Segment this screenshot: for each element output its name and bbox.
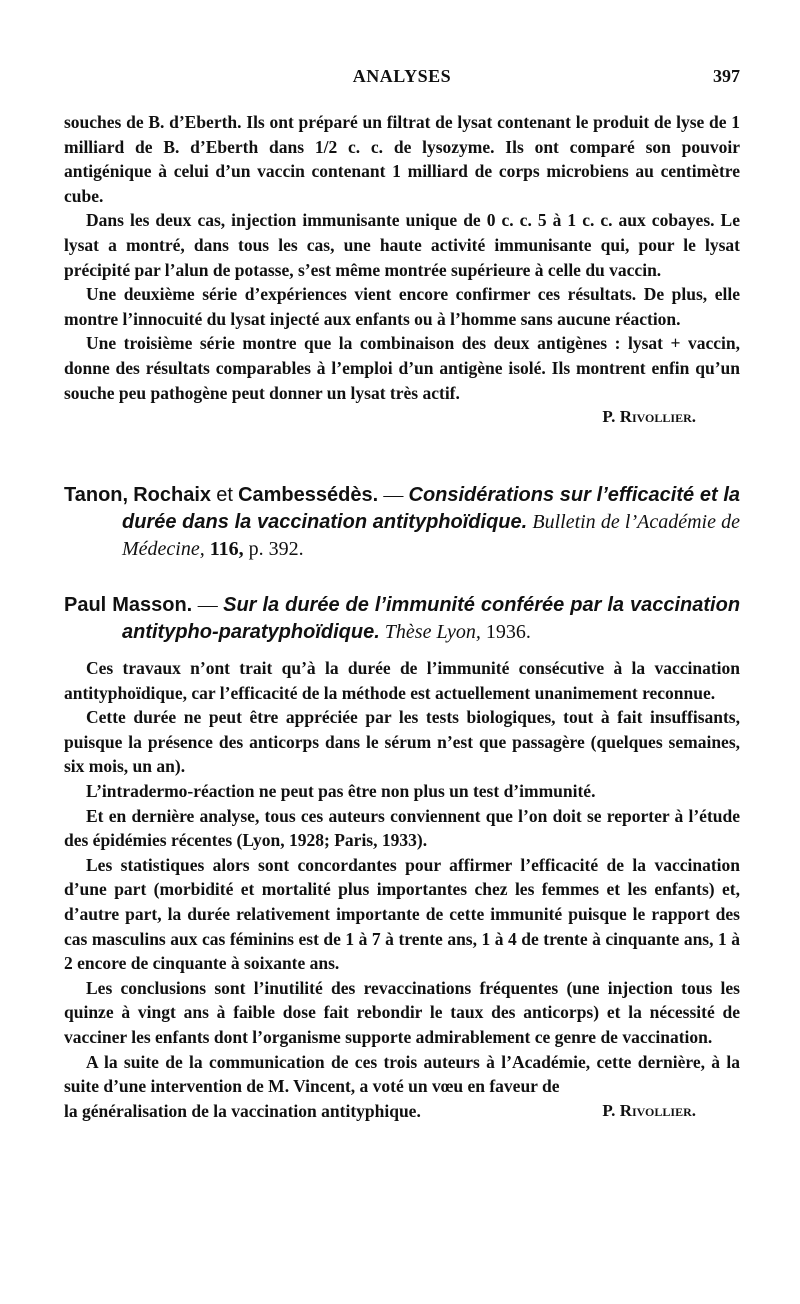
final-line-text: la généralisation de la vaccination antityphique. <box>64 1100 421 1121</box>
signature-initial: P. <box>602 407 616 427</box>
reference-dash: — <box>383 484 404 506</box>
running-title: ANALYSES <box>352 66 452 86</box>
reference-author: Rochaix <box>133 484 212 506</box>
paragraph: Les statistiques alors sont concordantes pour affirmer l’efficacité de la vaccination d’une part (morbidité et mortalité plus importantes chez les femmes et les enfants) et, d’autre part, la durée relativement importante de cette immunité puisque le rapport des cas masculins aux cas féminins est de 1 à 7 à trente ans, 1 à 4 de trente à cinquante ans, 1 à 2 encore de cinquante à soixante ans. <box>64 854 740 974</box>
signature <box>64 405 740 429</box>
reference-dash: — <box>197 594 218 616</box>
reference-conjunction: et <box>216 484 233 506</box>
second-article <box>64 656 740 1123</box>
paragraph: Une troisième série montre que la combinaison des deux antigènes : lysat + vaccin, donne des résultats comparables à l’emploi d’un antigène isolé. Ils montrent enfin qu’un souche peu pathogène peut donner un lysat très actif. <box>64 333 740 403</box>
signature-name: Rivollier. <box>619 407 696 427</box>
paragraph: Les conclusions sont l’inutilité des revaccinations fréquentes (une injection tous les quinze à vingt ans à faible dose fait rebondir le taux des anticorps) et la nécessité de vacciner les enfants dont l’organisme supporte admirablement ce genre de vaccination. <box>64 977 740 1047</box>
reference-year: 1936. <box>485 621 531 643</box>
reference-author: Paul Masson. <box>64 594 193 616</box>
paragraph: Et en dernière analyse, tous ces auteurs conviennent que l’on doit se reporter à l’étude des épidémies récentes (Lyon, 1928; Paris, 1933). <box>64 805 740 851</box>
reference-pages: p. 392. <box>248 538 304 560</box>
paragraph: L’intradermo-réaction ne peut pas être non plus un test d’immunité. <box>86 780 596 801</box>
final-line <box>64 1099 740 1124</box>
paragraph: A la suite de la communication de ces trois auteurs à l’Académie, cette dernière, à la suite d’une intervention de M. Vincent, a voté un vœu en faveur de <box>64 1051 740 1097</box>
running-header <box>64 66 740 90</box>
reference-tanon <box>64 482 740 563</box>
reference-author: Tanon, <box>64 484 129 506</box>
reference-title: Considérations sur l’efficacité et la durée dans la vaccination antityphoïdique. <box>122 484 741 533</box>
first-article <box>64 110 740 429</box>
reference-entry <box>64 592 740 646</box>
signature-name: Rivollier. <box>619 1100 696 1120</box>
reference-source: Thèse Lyon, <box>384 621 481 643</box>
reference-volume: 116, <box>209 538 244 560</box>
signature-initial: P. <box>602 1100 616 1120</box>
signature <box>602 1099 740 1124</box>
paragraph: Une deuxième série d’expériences vient encore confirmer ces résultats. De plus, elle montre l’innocuité du lysat injecté aux enfants ou à l’homme sans aucune réaction. <box>64 284 740 329</box>
paragraph: souches de B. d’Eberth. Ils ont préparé un filtrat de lysat contenant le produit de lyse de 1 milliard de B. d’Eberth dans 1/2 c. c. de lysozyme. Ils ont comparé son pouvoir antigénique à celui d’un vaccin contenant 1 milliard de corps microbiens au centimètre cube. <box>64 112 740 206</box>
paragraph: Cette durée ne peut être appréciée par les tests biologiques, tout à fait insuffisants, puisque la présence des anticorps dans le sérum n’est que passagère (quelques semaines, six mois, un an). <box>64 707 740 777</box>
reference-author: Cambessédès. <box>238 484 379 506</box>
paragraph: Ces travaux n’ont trait qu’à la durée de l’immunité consécutive à la vaccination antityphoïdique, car l’efficacité de la méthode est actuellement unanimement reconnue. <box>64 658 740 703</box>
reference-masson <box>64 592 740 646</box>
page-number: 397 <box>713 66 740 86</box>
reference-journal: Bulletin de l’Académie de Médecine, <box>122 511 740 560</box>
paragraph: Dans les deux cas, injection immunisante unique de 0 c. c. 5 à 1 c. c. aux cobayes. Le lysat a montré, dans tous les cas, une haute activité immunisante qui, pour le lysat précipité par l’alun de potasse, s’est même montrée supérieure à celle du vaccin. <box>64 210 740 280</box>
reference-entry <box>64 482 740 563</box>
reference-title: Sur la durée de l’immunité conférée par la vaccination antitypho-paratyphoïdique. <box>122 594 741 643</box>
